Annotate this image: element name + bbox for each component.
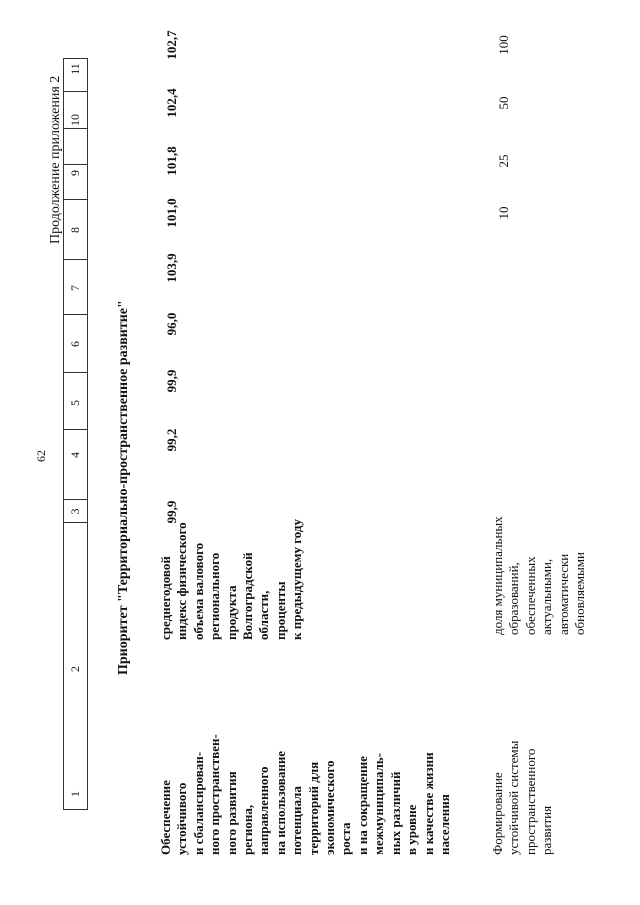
col-separator <box>63 259 87 260</box>
goal-line: региона, <box>240 804 256 855</box>
value-cell: 101,8 <box>164 146 179 176</box>
indicator-line: автоматически <box>555 553 571 635</box>
goal-line: устойчивой системы <box>506 740 522 855</box>
goal-line: пространственного <box>522 748 538 855</box>
value-cell: 102,7 <box>164 30 179 60</box>
goal-line: Обеспечение <box>158 780 173 855</box>
indicator-line: среднегодовой <box>158 556 173 640</box>
indicator-line: Волгоградской <box>240 552 256 640</box>
section-title: Приоритет "Территориально-пространственное развитие" <box>116 300 131 675</box>
goal-line: роста <box>338 822 354 855</box>
value-cell: 99,9 <box>164 369 179 393</box>
continuation-label: Продолжение приложения 2 <box>48 75 63 244</box>
table-row-goal <box>490 741 556 855</box>
value-cell: 99,9 <box>164 500 179 524</box>
table-row-indicator <box>158 519 306 640</box>
goal-line: населения <box>436 794 452 855</box>
table-row-goal <box>158 734 453 855</box>
col-separator <box>63 199 87 200</box>
goal-line: развития <box>539 805 555 855</box>
value-cell: 96,0 <box>164 312 179 336</box>
goal-line: ного развития <box>223 771 239 855</box>
goal-line: межмуниципаль- <box>371 753 387 855</box>
col-separator <box>63 372 87 373</box>
column-header: 9 <box>68 170 82 176</box>
column-header: 5 <box>68 400 82 406</box>
indicator-line: продукта <box>223 585 239 640</box>
col-separator <box>63 429 87 430</box>
table-top-border <box>63 58 64 810</box>
goal-line: ных различий <box>387 771 403 855</box>
goal-line: и на сокращение <box>354 756 370 855</box>
value-cell: 103,9 <box>164 253 179 283</box>
column-header: 2 <box>68 666 82 672</box>
goal-line: ного пространствен- <box>207 734 223 855</box>
column-header: 4 <box>68 452 82 458</box>
value-cell: 10 <box>496 206 511 220</box>
indicator-line: индекс физического <box>174 522 190 640</box>
indicator-line: объема валового <box>190 542 206 640</box>
value-cell: 101,0 <box>164 198 179 228</box>
col-separator <box>63 314 87 315</box>
indicator-line: образований, <box>506 562 522 635</box>
indicator-line: регионального <box>207 552 223 640</box>
col-separator <box>63 809 87 810</box>
goal-line: потенциала <box>289 786 305 855</box>
page-number: 62 <box>34 450 48 462</box>
indicator-line: актуальными, <box>539 558 555 635</box>
column-header: 7 <box>68 285 82 291</box>
indicator-line: проценты <box>272 581 288 640</box>
value-cell: 100 <box>496 35 511 55</box>
column-header: 3 <box>68 508 82 515</box>
value-cell: 102,4 <box>164 88 179 118</box>
goal-line: экономического <box>322 760 338 855</box>
goal-line: и сбалансирован- <box>190 751 206 855</box>
column-header: 6 <box>68 341 82 347</box>
column-header: 10 <box>68 114 82 126</box>
column-header: 1 <box>68 791 82 797</box>
table-row-indicator <box>490 516 588 635</box>
goal-line: устойчивого <box>174 782 190 855</box>
value-cell: 25 <box>496 154 511 168</box>
value-cell: 50 <box>496 96 511 110</box>
goal-line: на использование <box>272 750 288 855</box>
goal-line: территорий для <box>305 761 321 855</box>
goal-line: направленного <box>256 766 272 855</box>
value-cell: 99,2 <box>164 428 179 452</box>
column-header: 8 <box>68 227 82 233</box>
goal-line: Формирование <box>490 772 505 855</box>
column-header: 11 <box>68 63 82 75</box>
goal-line: в уровне <box>404 804 420 855</box>
goal-line: и качестве жизни <box>420 752 436 855</box>
indicator-line: обновляемыми <box>572 552 588 635</box>
col-separator <box>63 91 87 92</box>
indicator-line: доля муниципальных <box>490 516 505 635</box>
header-bottom-border <box>87 58 88 810</box>
indicator-line: обеспеченных <box>522 556 538 635</box>
indicator-line: области, <box>256 590 272 640</box>
indicator-line: к предыдущему году <box>289 519 305 640</box>
